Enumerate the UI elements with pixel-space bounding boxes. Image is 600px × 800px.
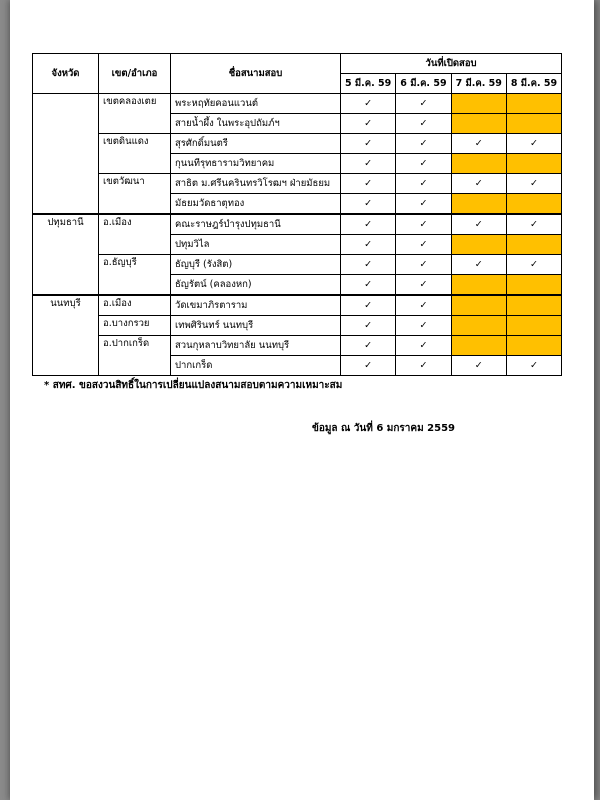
check-icon: ✓ — [419, 259, 428, 270]
exam-day-open-cell — [451, 356, 506, 376]
exam-day-open-cell — [396, 316, 451, 336]
exam-day-open-cell — [506, 356, 561, 376]
exam-day-closed-cell — [451, 235, 506, 255]
exam-day-closed-cell — [506, 235, 561, 255]
district-cell: อ.ปากเกร็ด — [99, 336, 171, 376]
check-icon: ✓ — [364, 198, 373, 209]
header-dates-group: วันที่เปิดสอบ — [341, 54, 562, 74]
venue-cell: สายน้ำผึ้ง ในพระอุปถัมภ์ฯ — [171, 114, 341, 134]
exam-day-closed-cell — [506, 114, 561, 134]
check-icon: ✓ — [364, 340, 373, 351]
exam-day-closed-cell — [451, 94, 506, 114]
exam-day-open-cell — [396, 114, 451, 134]
check-icon: ✓ — [530, 178, 538, 189]
exam-day-closed-cell — [451, 316, 506, 336]
exam-day-open-cell — [396, 275, 451, 296]
venue-cell: มัธยมวัดธาตุทอง — [171, 194, 341, 215]
exam-day-closed-cell — [506, 154, 561, 174]
check-icon: ✓ — [364, 219, 373, 230]
exam-day-open-cell — [341, 316, 396, 336]
header-date: 6 มี.ค. 59 — [396, 74, 451, 94]
check-icon: ✓ — [419, 219, 428, 230]
exam-day-closed-cell — [506, 94, 561, 114]
exam-day-open-cell — [396, 194, 451, 215]
exam-venue-table — [32, 53, 562, 376]
table-row — [33, 174, 562, 194]
district-cell: อ.เมือง — [99, 214, 171, 255]
province-cell: นนทบุรี — [33, 295, 99, 376]
exam-day-open-cell — [506, 134, 561, 154]
exam-day-open-cell — [396, 235, 451, 255]
check-icon: ✓ — [419, 300, 428, 311]
exam-day-open-cell — [341, 235, 396, 255]
table-row — [33, 336, 562, 356]
venue-cell: ปากเกร็ด — [171, 356, 341, 376]
exam-day-closed-cell — [451, 336, 506, 356]
district-cell: เขตดินแดง — [99, 134, 171, 174]
check-icon: ✓ — [474, 138, 483, 149]
data-as-of-date: ข้อมูล ณ วันที่ 6 มกราคม 2559 — [312, 423, 455, 434]
check-icon: ✓ — [474, 178, 483, 189]
check-icon: ✓ — [419, 98, 428, 109]
venue-cell: พระหฤทัยคอนแวนต์ — [171, 94, 341, 114]
exam-day-open-cell — [341, 336, 396, 356]
check-icon: ✓ — [530, 138, 538, 149]
venue-cell: ธัญรัตน์ (คลองหก) — [171, 275, 341, 296]
district-cell: อ.ธัญบุรี — [99, 255, 171, 296]
check-icon: ✓ — [474, 360, 483, 371]
exam-day-open-cell — [396, 295, 451, 316]
check-icon: ✓ — [419, 279, 428, 290]
table-body — [33, 94, 562, 376]
exam-day-open-cell — [451, 134, 506, 154]
exam-day-open-cell — [451, 255, 506, 275]
header-venue: ชื่อสนามสอบ — [171, 54, 341, 94]
check-icon: ✓ — [419, 239, 428, 250]
check-icon: ✓ — [419, 118, 428, 129]
check-icon: ✓ — [419, 138, 428, 149]
exam-day-open-cell — [341, 134, 396, 154]
exam-day-open-cell — [341, 94, 396, 114]
header-date: 8 มี.ค. 59 — [506, 74, 561, 94]
exam-day-open-cell — [451, 214, 506, 235]
table-row — [33, 316, 562, 336]
district-cell: อ.เมือง — [99, 295, 171, 316]
exam-day-open-cell — [341, 275, 396, 296]
exam-day-open-cell — [396, 214, 451, 235]
province-cell — [33, 94, 99, 215]
header-province: จังหวัด — [33, 54, 99, 94]
exam-day-closed-cell — [451, 275, 506, 296]
check-icon: ✓ — [474, 259, 483, 270]
check-icon: ✓ — [419, 158, 428, 169]
exam-day-open-cell — [396, 134, 451, 154]
exam-day-closed-cell — [506, 336, 561, 356]
exam-day-open-cell — [341, 194, 396, 215]
check-icon: ✓ — [419, 340, 428, 351]
district-cell: เขตวัฒนา — [99, 174, 171, 215]
check-icon: ✓ — [364, 118, 373, 129]
header-district: เขต/อำเภอ — [99, 54, 171, 94]
venue-cell: ปทุมวิไล — [171, 235, 341, 255]
check-icon: ✓ — [530, 219, 538, 230]
check-icon: ✓ — [364, 138, 373, 149]
exam-day-closed-cell — [451, 295, 506, 316]
exam-day-open-cell — [341, 214, 396, 235]
table-row — [33, 214, 562, 235]
exam-day-open-cell — [396, 336, 451, 356]
check-icon: ✓ — [419, 198, 428, 209]
table-row — [33, 255, 562, 275]
exam-day-open-cell — [451, 174, 506, 194]
venue-cell: ธัญบุรี (รังสิต) — [171, 255, 341, 275]
header-date: 5 มี.ค. 59 — [341, 74, 396, 94]
venue-cell: เทพศิรินทร์ นนทบุรี — [171, 316, 341, 336]
check-icon: ✓ — [364, 259, 373, 270]
venue-cell: กุนนทีรุทธารามวิทยาคม — [171, 154, 341, 174]
check-icon: ✓ — [364, 320, 373, 331]
check-icon: ✓ — [530, 360, 538, 371]
check-icon: ✓ — [530, 259, 538, 270]
check-icon: ✓ — [364, 158, 373, 169]
exam-day-closed-cell — [451, 194, 506, 215]
exam-day-open-cell — [341, 154, 396, 174]
exam-day-open-cell — [396, 174, 451, 194]
check-icon: ✓ — [364, 178, 373, 189]
check-icon: ✓ — [364, 98, 373, 109]
check-icon: ✓ — [419, 360, 428, 371]
exam-day-closed-cell — [506, 316, 561, 336]
check-icon: ✓ — [364, 300, 373, 311]
document-page — [10, 0, 594, 800]
exam-day-closed-cell — [451, 114, 506, 134]
exam-day-open-cell — [506, 174, 561, 194]
venue-cell: วัดเขมาภิรตาราม — [171, 295, 341, 316]
exam-day-open-cell — [396, 154, 451, 174]
venue-cell: สวนกุหลาบวิทยาลัย นนทบุรี — [171, 336, 341, 356]
disclaimer-note: * สทศ. ขอสงวนสิทธิ์ในการเปลี่ยนแปลงสนามสอบตามความเหมาะสม — [44, 380, 343, 391]
check-icon: ✓ — [364, 279, 373, 290]
exam-day-open-cell — [341, 255, 396, 275]
exam-day-closed-cell — [506, 295, 561, 316]
exam-day-open-cell — [341, 295, 396, 316]
province-cell: ปทุมธานี — [33, 214, 99, 295]
exam-day-closed-cell — [451, 154, 506, 174]
exam-day-open-cell — [341, 114, 396, 134]
exam-day-open-cell — [506, 214, 561, 235]
venue-cell: สาธิต ม.ศรีนครินทรวิโรฒฯ ฝ่ายมัธยม — [171, 174, 341, 194]
exam-day-open-cell — [396, 356, 451, 376]
exam-day-open-cell — [506, 255, 561, 275]
exam-day-open-cell — [341, 174, 396, 194]
table-row — [33, 295, 562, 316]
table-row — [33, 94, 562, 114]
exam-day-closed-cell — [506, 194, 561, 215]
exam-day-open-cell — [396, 94, 451, 114]
check-icon: ✓ — [364, 239, 373, 250]
exam-day-closed-cell — [506, 275, 561, 296]
district-cell: เขตคลองเตย — [99, 94, 171, 134]
check-icon: ✓ — [364, 360, 373, 371]
table-row — [33, 134, 562, 154]
check-icon: ✓ — [419, 178, 428, 189]
venue-cell: คณะราษฎร์บำรุงปทุมธานี — [171, 214, 341, 235]
venue-cell: สุรศักดิ์มนตรี — [171, 134, 341, 154]
header-date: 7 มี.ค. 59 — [451, 74, 506, 94]
district-cell: อ.บางกรวย — [99, 316, 171, 336]
check-icon: ✓ — [419, 320, 428, 331]
exam-day-open-cell — [396, 255, 451, 275]
exam-day-open-cell — [341, 356, 396, 376]
check-icon: ✓ — [474, 219, 483, 230]
